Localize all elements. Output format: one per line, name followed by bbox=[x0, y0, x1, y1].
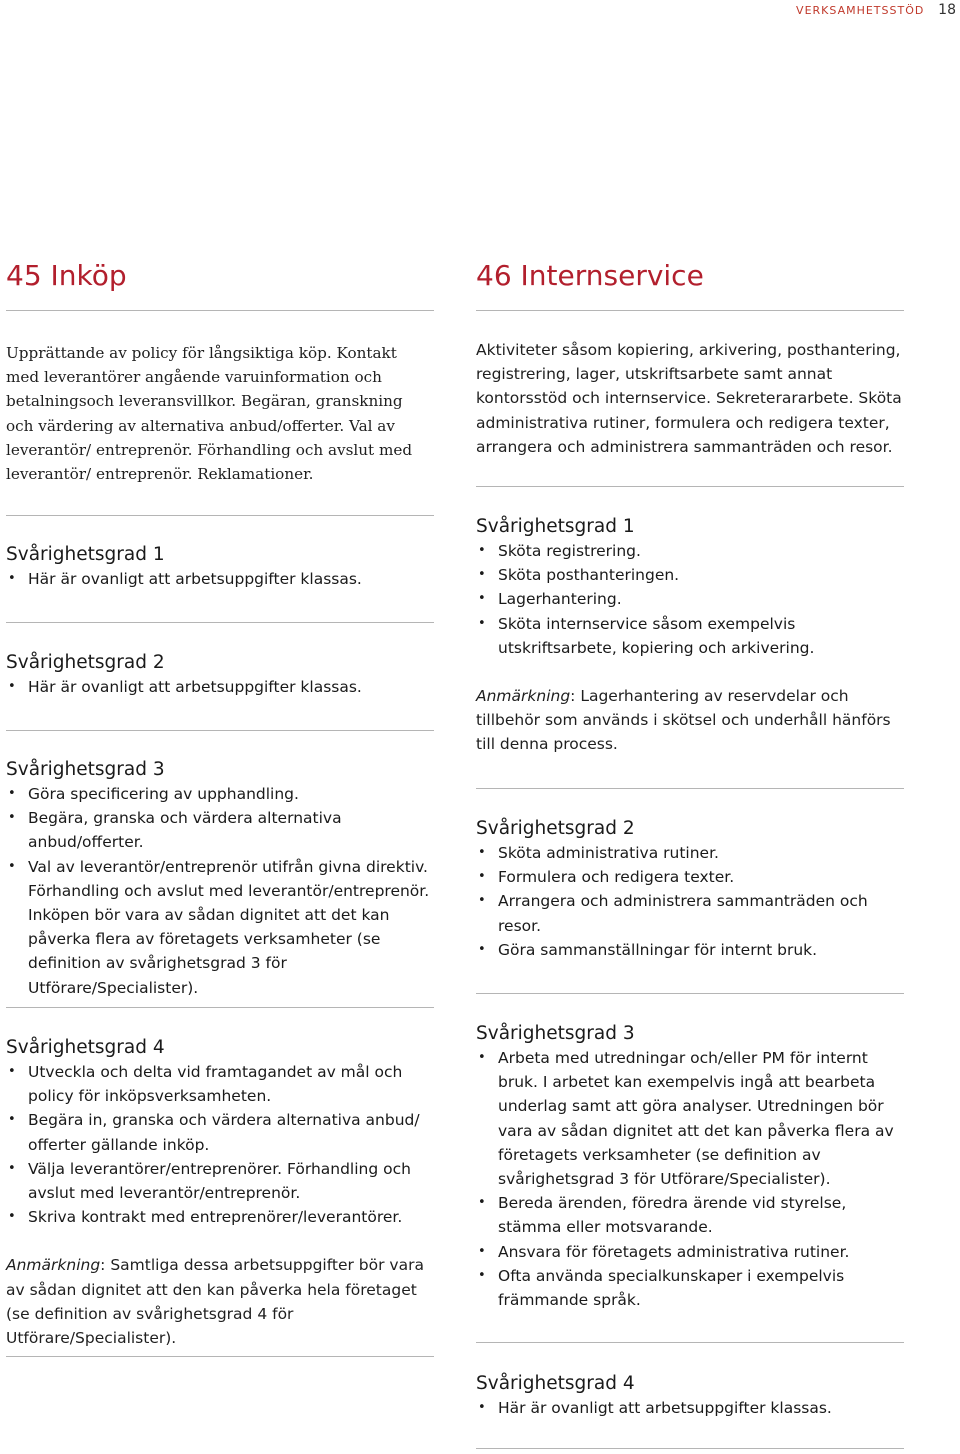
level-heading: Svårighetsgrad 1 bbox=[476, 516, 635, 537]
section-title-internservice: 46 Internservice bbox=[476, 259, 704, 292]
level-heading: Svårighetsgrad 1 bbox=[6, 544, 165, 565]
list-item: • Val av leverantör/entreprenör utifrån givna direktiv. bbox=[6, 855, 434, 879]
page-header bbox=[796, 2, 956, 18]
list-item: • Välja leverantörer/entreprenörer. Förhandling och avslut med leverantör/entreprenör. bbox=[6, 1157, 434, 1205]
level-4-inkop bbox=[6, 1037, 434, 1350]
page-number: 18 bbox=[938, 2, 956, 18]
list-item: • Sköta internservice såsom exempelvis utskriftsarbete, kopiering och arkivering. bbox=[476, 612, 904, 660]
divider bbox=[476, 1448, 904, 1449]
divider bbox=[6, 1007, 434, 1008]
level-heading: Svårighetsgrad 2 bbox=[6, 652, 165, 673]
level-heading: Svårighetsgrad 3 bbox=[476, 1023, 635, 1044]
note-internservice bbox=[476, 684, 904, 757]
divider bbox=[6, 730, 434, 731]
list-item: • Utveckla och delta vid framtagandet av mål och policy för inköpsverksamheten. bbox=[6, 1060, 434, 1108]
divider bbox=[6, 515, 434, 516]
list-item: • Begära in, granska och värdera alternativa anbud/ offerter gällande inköp. bbox=[6, 1108, 434, 1156]
divider bbox=[476, 1342, 904, 1343]
level-heading: Svårighetsgrad 4 bbox=[476, 1373, 635, 1394]
list-item: • Göra sammanställningar för internt bruk. bbox=[476, 938, 904, 962]
level-heading: Svårighetsgrad 4 bbox=[6, 1037, 165, 1058]
list-item: • Göra specificering av upphandling. bbox=[6, 782, 434, 806]
divider bbox=[6, 622, 434, 623]
list-item: • Begära, granska och värdera alternativa anbud/offerter. bbox=[6, 806, 434, 854]
level-2-inkop bbox=[6, 652, 434, 699]
list-item: • Sköta posthanteringen. bbox=[476, 563, 904, 587]
level-3-internservice bbox=[476, 1023, 904, 1312]
note-text: : Samtliga dessa arbetsuppgifter bör vara av sådan dignitet att den kan påverka hela företaget (se definition av svårighetsgrad 4 för Utförare/Specialister). bbox=[6, 1256, 424, 1348]
level-4-internservice bbox=[476, 1373, 904, 1420]
level-heading: Svårighetsgrad 3 bbox=[6, 759, 165, 780]
divider bbox=[476, 788, 904, 789]
list-item: • Arbeta med utredningar och/eller PM för internt bruk. I arbetet kan exempelvis ingå att bearbeta underlag samt att göra analyser. Utredningen bör vara av sådan dignitet att det kan påverka flera av företagets verksamheter (se definition av svårighetsgrad 3 för Utförare/Specialister). bbox=[476, 1046, 904, 1191]
section-title-inkop: 45 Inköp bbox=[6, 259, 127, 292]
note-inkop bbox=[6, 1253, 434, 1350]
note-text: : Lagerhantering av reservdelar och tillbehör som används i skötsel och underhåll hänförs till denna process. bbox=[476, 687, 891, 754]
level-3-continuation: Förhandling och avslut med leverantör/entreprenör. Inköpen bör vara av sådan dignitet att det kan påverka flera av företagets verksamheter (se definition av svårighetsgrad 3 för Utförare/Specialister). bbox=[28, 881, 430, 997]
list-item: • Här är ovanligt att arbetsuppgifter klassas. bbox=[6, 675, 434, 699]
divider bbox=[476, 993, 904, 994]
list-item: • Här är ovanligt att arbetsuppgifter klassas. bbox=[476, 1396, 904, 1420]
running-title: VERKSAMHETSSTÖD bbox=[796, 4, 925, 17]
intro-text-internservice: Aktiviteter såsom kopiering, arkivering, posthantering, registrering, lager, utskriftsarbete samt annat kontorsstöd och internservice. Sekreterararbete. Sköta administrativa rutiner, formulera och redigera texter, arrangera och administrera sammanträden och resor. bbox=[476, 341, 902, 456]
list-item: • Arrangera och administrera sammanträden och resor. bbox=[476, 889, 904, 937]
list-item: • Ansvara för företagets administrativa rutiner. bbox=[476, 1240, 904, 1264]
list-item: • Bereda ärenden, föredra ärende vid styrelse, stämma eller motsvarande. bbox=[476, 1191, 904, 1239]
level-heading: Svårighetsgrad 2 bbox=[476, 818, 635, 839]
divider bbox=[6, 310, 434, 311]
list-item: • Sköta administrativa rutiner. bbox=[476, 841, 904, 865]
intro-text-inkop: Upprättande av policy för långsiktiga köp. Kontakt med leverantörer angående varuinformation och betalningsoch leveransvillkor. Begäran, granskning och värdering av alternativa anbud/offerter. Val av leverantör/ entreprenör. Förhandling och avslut med leverantör/ entreprenör. Reklamationer. bbox=[6, 344, 413, 484]
level-1-inkop bbox=[6, 544, 434, 591]
divider bbox=[6, 1356, 434, 1357]
note-label: Anmärkning bbox=[6, 1256, 101, 1275]
list-item: • Skriva kontrakt med entreprenörer/leverantörer. bbox=[6, 1205, 434, 1229]
list-item: • Formulera och redigera texter. bbox=[476, 865, 904, 889]
divider bbox=[476, 486, 904, 487]
list-item: • Sköta registrering. bbox=[476, 539, 904, 563]
level-3-inkop bbox=[6, 759, 434, 1000]
list-item: • Ofta använda specialkunskaper i exempelvis främmande språk. bbox=[476, 1264, 904, 1312]
list-item: • Här är ovanligt att arbetsuppgifter klassas. bbox=[6, 567, 434, 591]
list-item: • Lagerhantering. bbox=[476, 587, 904, 611]
level-1-internservice bbox=[476, 516, 904, 757]
divider bbox=[476, 310, 904, 311]
level-2-internservice bbox=[476, 818, 904, 962]
note-label: Anmärkning bbox=[476, 687, 571, 706]
